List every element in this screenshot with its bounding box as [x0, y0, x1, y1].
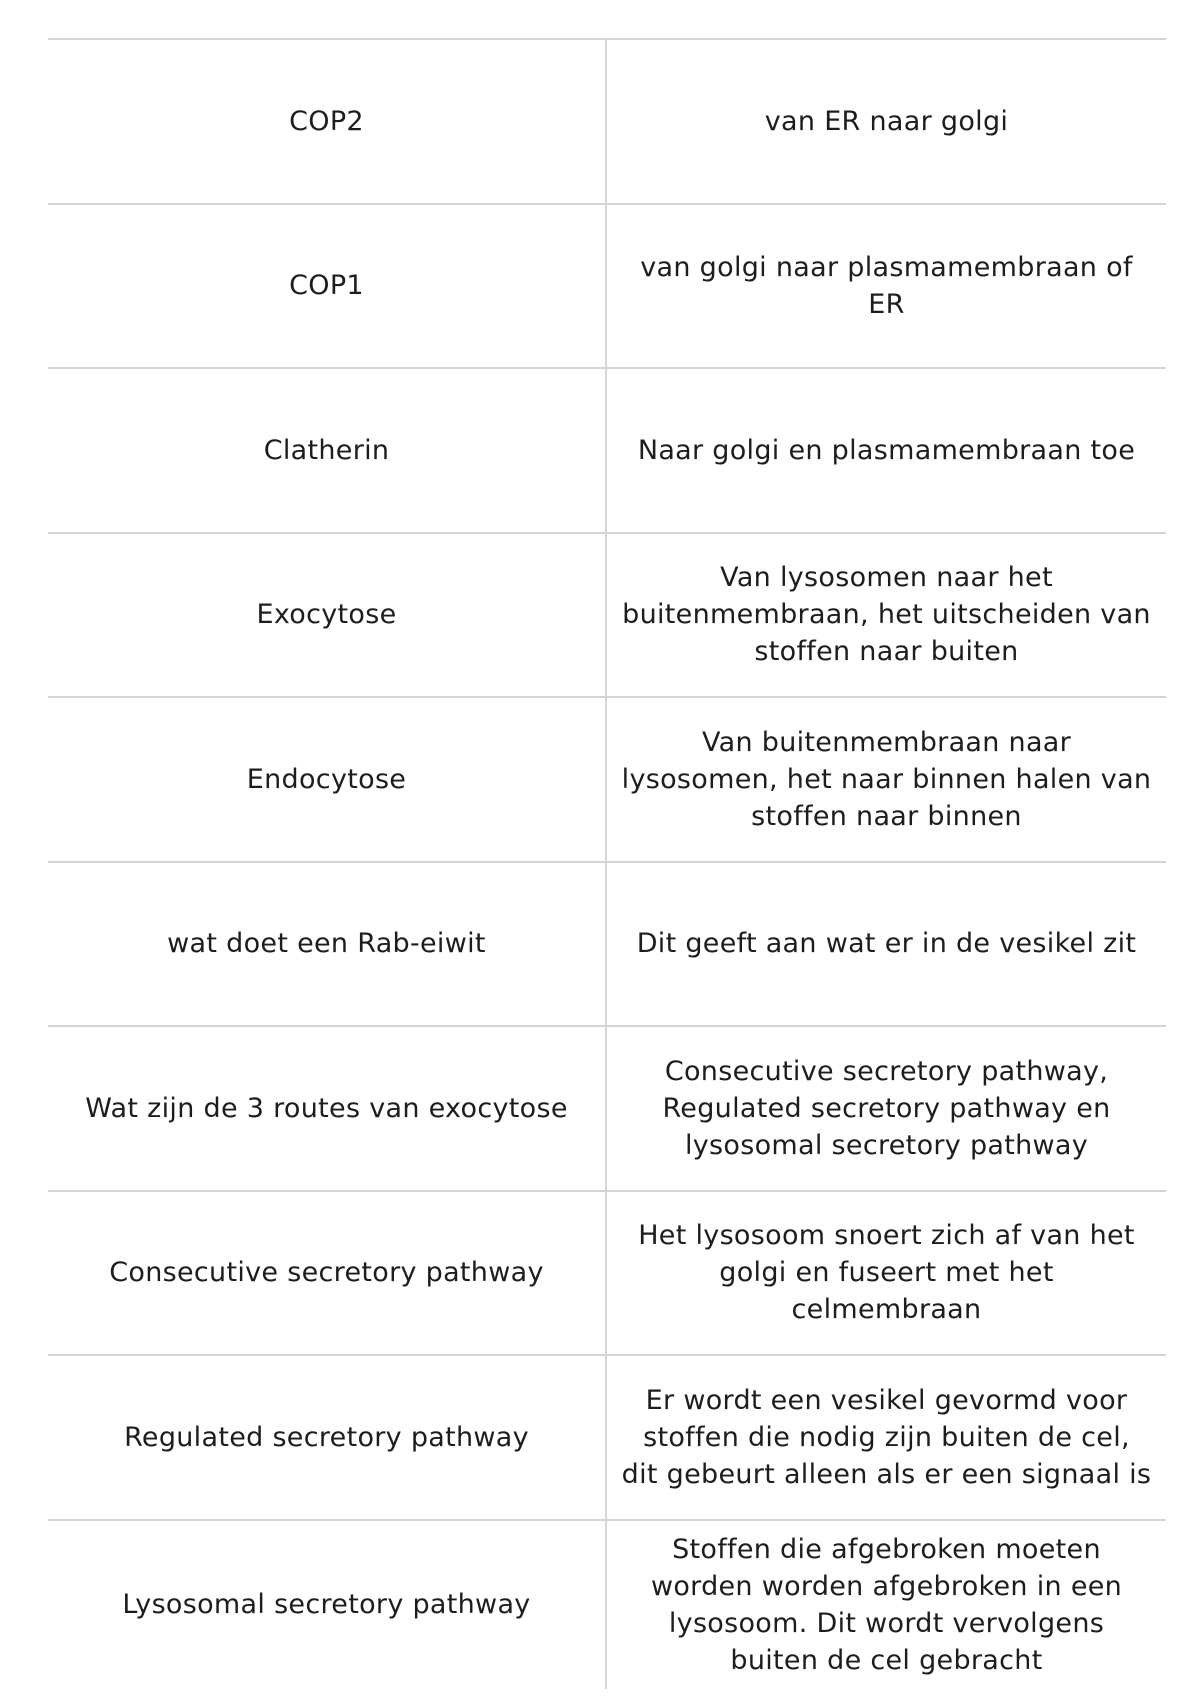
term-text: Regulated secretory pathway [124, 1421, 529, 1453]
term-text: Endocytose [246, 763, 407, 795]
term-text: Wat zijn de 3 routes van exocytose [85, 1092, 568, 1124]
term-cell [48, 1356, 607, 1519]
table-row [48, 367, 1166, 532]
definition-cell [607, 1027, 1166, 1190]
table-row [48, 38, 1166, 203]
definition-cell [607, 534, 1166, 697]
definition-cell [607, 863, 1166, 1026]
definition-cell [607, 1356, 1166, 1519]
term-cell [48, 369, 607, 532]
table-row [48, 1190, 1166, 1355]
definition-text: van golgi naar plasmamembraan of ER [640, 251, 1133, 320]
term-cell [48, 1521, 607, 1689]
term-cell [48, 1027, 607, 1190]
definition-text: Naar golgi en plasmamembraan toe [637, 434, 1136, 466]
definition-cell [607, 698, 1166, 861]
definition-text: Consecutive secretory pathway, Regulated secretory pathway en lysosomal secretory pathway [662, 1055, 1111, 1161]
definition-text: Van buitenmembraan naar lysosomen, het naar binnen halen van stoffen naar binnen [621, 726, 1152, 832]
term-text: Consecutive secretory pathway [109, 1257, 544, 1289]
table-row [48, 532, 1166, 697]
definition-cell [607, 1192, 1166, 1355]
table-row [48, 1025, 1166, 1190]
definition-text: Het lysosoom snoert zich af van het golgi en fuseert met het celmembraan [638, 1220, 1135, 1326]
term-text: wat doet een Rab-eiwit [167, 928, 486, 960]
definition-text: van ER naar golgi [764, 105, 1009, 137]
definition-text: Dit geeft aan wat er in de vesikel zit [636, 928, 1137, 960]
term-text: COP2 [289, 105, 364, 137]
term-text: Lysosomal secretory pathway [122, 1589, 531, 1620]
term-cell [48, 534, 607, 697]
definition-cell [607, 1521, 1166, 1689]
table-row [48, 861, 1166, 1026]
definition-cell [607, 205, 1166, 368]
term-text: Exocytose [256, 599, 397, 631]
table-row [48, 203, 1166, 368]
term-cell [48, 698, 607, 861]
term-cell [48, 40, 607, 203]
term-text: COP1 [289, 270, 364, 302]
definition-cell [607, 369, 1166, 532]
flashcard-table [48, 38, 1166, 1689]
table-row [48, 696, 1166, 861]
table-row [48, 1354, 1166, 1519]
table-row [48, 1519, 1166, 1689]
definition-text: Stoffen die afgebroken moeten worden worden afgebroken in een lysosoom. Dit wordt vervolgens buiten de cel gebracht [650, 1533, 1123, 1676]
term-text: Clatherin [263, 434, 390, 466]
definition-text: Van lysosomen naar het buitenmembraan, het uitscheiden van stoffen naar buiten [622, 562, 1151, 668]
term-cell [48, 205, 607, 368]
definition-cell [607, 40, 1166, 203]
definition-text: Er wordt een vesikel gevormd voor stoffen die nodig zijn buiten de cel, dit gebeurt alleen als er een signaal is [621, 1384, 1152, 1490]
term-cell [48, 1192, 607, 1355]
term-cell [48, 863, 607, 1026]
